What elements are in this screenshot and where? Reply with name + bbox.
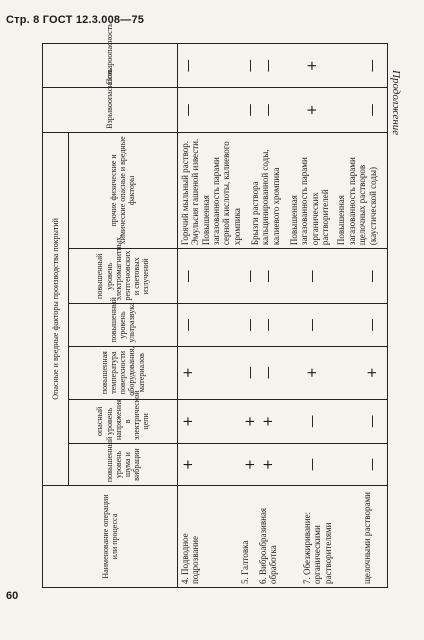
table-cell: — (243, 366, 258, 380)
voltage-values (178, 399, 388, 443)
explosion-values (178, 88, 388, 132)
table-cell: — (261, 103, 276, 117)
fire-values (178, 44, 388, 88)
table-cell: — (305, 458, 320, 472)
operation-label: 6. Виброабразивная обработка (258, 507, 279, 584)
table-cell: + (305, 104, 320, 116)
table-cell: + (181, 415, 196, 427)
table-cell: + (261, 415, 276, 427)
table-cell: — (305, 414, 320, 428)
table-cell: — (305, 318, 320, 332)
table-cell: Повышенная загазованность парами органических растворителей (289, 157, 331, 246)
col-noise-header: повышенный уровень шума и вибрации (68, 444, 177, 486)
col-operation-header: Наименование операции или процесса (43, 486, 178, 588)
table-cell: — (243, 103, 258, 117)
radiation-values (178, 249, 388, 304)
table-cell: + (243, 415, 258, 427)
table-cell: + (261, 459, 276, 470)
table-cell: — (243, 318, 258, 332)
table-cell: + (181, 367, 196, 379)
table-cell: + (365, 367, 380, 379)
table-row (178, 44, 388, 588)
operation-label: 4. Подводное подрозвание (180, 533, 201, 584)
table-cell: — (365, 318, 380, 332)
other-factors-values (178, 132, 388, 248)
page-header: Стр. 8 ГОСТ 12.3.008—75 (6, 14, 145, 26)
table-cell: — (261, 366, 276, 380)
table-cell: — (181, 59, 196, 73)
col-temperature-header: повышенная температура поверхности оборудования, материалов (68, 346, 177, 399)
header-row-group (43, 44, 69, 588)
rotated-table-wrapper (42, 23, 388, 588)
table-cell: — (243, 269, 258, 283)
temperature-values (178, 346, 388, 399)
operation-label: 5. Галтовка (240, 540, 250, 584)
table-cell: — (181, 318, 196, 332)
table-cell: + (305, 60, 320, 72)
noise-values (178, 444, 388, 486)
hazard-table (42, 23, 388, 588)
col-factors-group-header: Опасные и вредные факторы производства покрытий (43, 132, 69, 485)
table-cell: + (181, 459, 196, 470)
table-cell: — (305, 269, 320, 283)
table-cell: — (365, 59, 380, 73)
table-cell: — (181, 103, 196, 117)
table-cell: + (243, 459, 258, 470)
col-voltage-header: опасный уровень напряжения в электрической цепи (68, 399, 177, 443)
continuation-label: Продолжение (390, 70, 402, 136)
table-cell: Горячий мыльный раствор. Эмульсия гашеной извести. Повышенная загазованность парами серной кислоты, калиевого хромпика (180, 138, 242, 246)
operation-label: щелочными растворами (362, 492, 372, 584)
table-cell: + (305, 367, 320, 379)
table-cell: — (261, 59, 276, 73)
table-cell: — (243, 59, 258, 73)
table-cell: — (261, 318, 276, 332)
page-number: 60 (6, 590, 19, 602)
table-cell: Брызги раствора кальцинированной соды, калиевого хромпика (250, 149, 281, 246)
col-other-header: прочие физические и химические опасные и вредные факторы (68, 132, 177, 248)
table-cell: — (365, 103, 380, 117)
table-cell: — (365, 269, 380, 283)
table-cell: — (181, 269, 196, 283)
col-ultrasound-header: повышенный уровень ультразвука (68, 304, 177, 346)
col-fire-header: Пожароопасность (43, 44, 178, 88)
table-cell: — (261, 269, 276, 283)
col-explosion-header: Взрывоопасность (43, 88, 178, 132)
row-operations-cell (178, 486, 388, 588)
table-cell: — (365, 414, 380, 428)
table-cell: — (365, 458, 380, 472)
col-radiation-header: повышенный уровень электромагнитных, рентгеновских и световых излучений (68, 249, 177, 304)
ultrasound-values (178, 304, 388, 346)
table-cell: Повышенная загазованность парами щелочных растворов (каустической соды) (336, 157, 378, 246)
operation-label: 7. Обезжиривание: органическими растворителями (302, 511, 333, 584)
